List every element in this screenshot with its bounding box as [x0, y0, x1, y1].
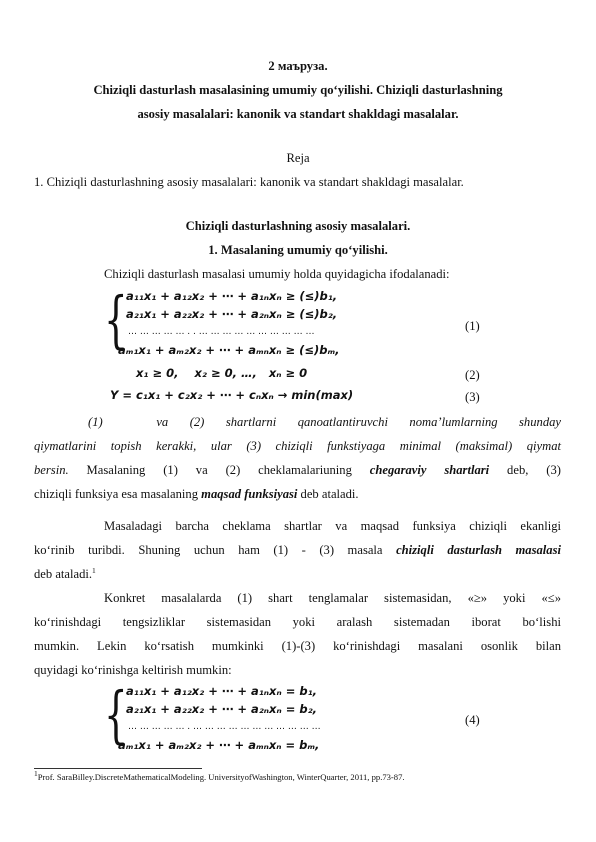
section-heading: Chiziqli dasturlashning asosiy masalalari. [185, 219, 411, 233]
para1-line-3 [34, 462, 561, 478]
para2-line-3 [34, 566, 96, 582]
title-line-1: Chiziqli dasturlash masalasining umumiy qo‘yilishi. Chiziqli dasturlashning [93, 83, 503, 97]
equation-number-3: (3) [465, 390, 480, 404]
system4-row-1: a₁₁x₁ + a₁₂x₂ + ⋯ + a₁ₙxₙ = b₁, [126, 684, 317, 698]
para1-line-3-italic: bersin. [34, 463, 69, 477]
para1-line-3-text-a: Masalaning (1) va (2) cheklamalariuning [68, 463, 370, 477]
term-chegaraviy-shartlari: chegaraviy shartlari [369, 463, 490, 477]
system4-row-2: a₂₁x₁ + a₂₂x₂ + ⋯ + a₂ₙxₙ = b₂, [126, 702, 317, 716]
para2-line-2 [34, 542, 561, 558]
para3-line-2: ko‘rinishdagi tengsizliklar sistemasidan yoki aralash sistemadan iborat bo‘lishi [34, 615, 561, 629]
objective-function: Y = c₁x₁ + c₂x₂ + ⋯ + cₙxₙ → min(max) [110, 388, 354, 402]
left-brace-system-1: { [104, 283, 128, 356]
para1-line-3-text-b: deb, (3) [489, 463, 561, 477]
system4-row-3: aₘ₁x₁ + aₘ₂x₂ + ⋯ + aₘₙxₙ = bₘ, [118, 738, 320, 752]
para1-line-4-text-b: deb ataladi. [297, 487, 359, 501]
reja-heading: Reja [286, 151, 310, 165]
equation-number-4: (4) [465, 713, 480, 727]
nonnegativity-constraints: x₁ ≥ 0, x₂ ≥ 0, …, xₙ ≥ 0 [136, 366, 308, 380]
para1-line-1: (1) va (2) shartlarni qanoatlantiruvchi noma’lumlarning shunday [88, 415, 561, 429]
system4-dots: … … … … … . … … … … … … … … … … … [128, 722, 321, 732]
left-brace-system-4: { [104, 678, 128, 751]
para2-line-1: Masaladagi barcha cheklama shartlar va maqsad funksiya chiziqli ekanligi [104, 519, 561, 533]
footnote-marker: 1 [34, 769, 38, 779]
para3-line-4: quyidagi ko‘rinishga keltirish mumkin: [34, 663, 232, 677]
title-line-2: asosiy masalalari: kanonik va standart shakldagi masalalar. [137, 107, 459, 121]
para3-line-1: Konkret masalalarda (1) shart tenglamalar sistemasidan, «≥» yoki «≤» [104, 591, 561, 605]
system1-dots: … … … … … . . … … … … … … … … … … [128, 327, 315, 337]
para2-line-3-text: deb ataladi. [34, 567, 93, 581]
footnote-separator [34, 768, 202, 769]
system1-row-3: aₘ₁x₁ + aₘ₂x₂ + ⋯ + aₘₙxₙ ≥ (≤)bₘ, [118, 343, 340, 357]
footnote-text: Prof. SaraBilley.DiscreteMathematicalModeling. UniversityofWashington, WinterQuarter, 2011, pp.73-87. [37, 772, 405, 782]
equation-number-1: (1) [465, 319, 480, 333]
footnote [34, 769, 405, 783]
footnote-ref-1[interactable]: 1 [92, 565, 96, 575]
para1-line-4-text-a: chiziqli funksiya esa masalaning [34, 487, 202, 501]
lecture-number: 2 маъруза. [268, 59, 328, 73]
para2-line-2-text: ko‘rinib turibdi. Shuning uchun ham (1) - (3) masala [34, 543, 397, 557]
para1-line-2: qiymatlarini topish kerakki, ular (3) chiziqli funkstiyaga minimal (maksimal) qiymat [34, 439, 561, 453]
reja-item-1: 1. Chiziqli dasturlashning asosiy masalalari: kanonik va standart shakldagi masalalar. [34, 175, 464, 189]
system1-row-2: a₂₁x₁ + a₂₂x₂ + ⋯ + a₂ₙxₙ ≥ (≤)b₂, [126, 307, 338, 321]
intro-sentence: Chiziqli dasturlash masalasi umumiy holda quyidagicha ifodalanadi: [104, 267, 450, 281]
subsection-heading: 1. Masalaning umumiy qo‘yilishi. [208, 243, 388, 257]
term-maqsad-funksiyasi: maqsad funksiyasi [201, 487, 298, 501]
para1-line-4 [34, 486, 359, 502]
term-chiziqli-dasturlash-masalasi: chiziqli dasturlash masalasi [396, 543, 561, 557]
para3-line-3: mumkin. Lekin ko‘rsatish mumkinki (1)-(3) ko‘rinishdagi masalani osonlik bilan [34, 639, 561, 653]
equation-number-2: (2) [465, 368, 480, 382]
system1-row-1: a₁₁x₁ + a₁₂x₂ + ⋯ + a₁ₙxₙ ≥ (≤)b₁, [126, 289, 338, 303]
